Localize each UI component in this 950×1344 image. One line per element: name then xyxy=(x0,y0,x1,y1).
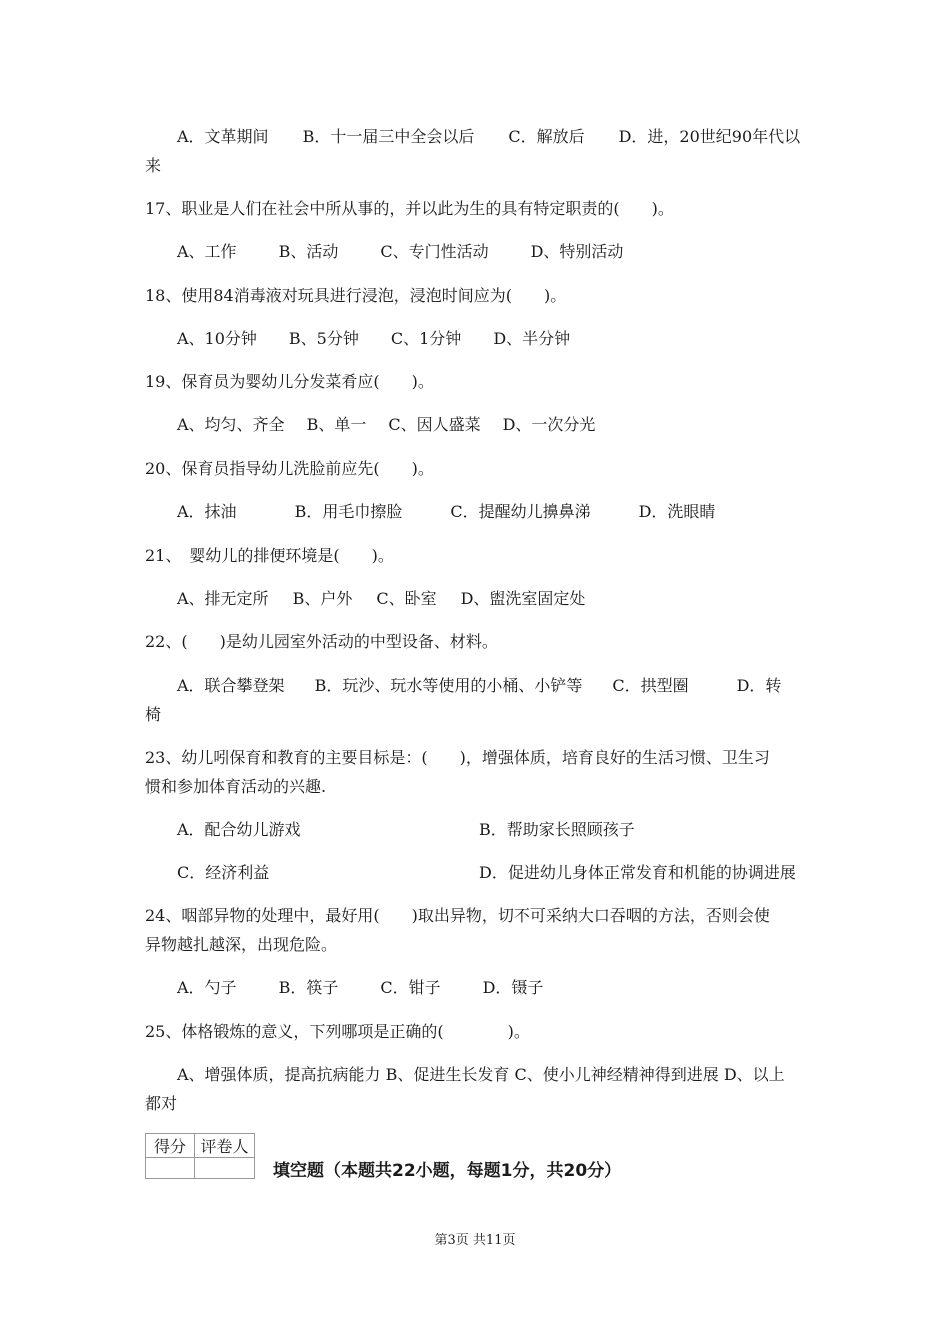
q22-options xyxy=(177,676,781,696)
option-c: C．提醒幼儿擤鼻涕 xyxy=(450,502,591,521)
q21-options xyxy=(177,589,585,609)
q16-options-continued: 来 xyxy=(145,156,162,175)
q22-options-continued: 椅 xyxy=(145,705,162,724)
option-b: B、5分钟 xyxy=(288,329,359,348)
q25-options-line1: A、增强体质，提高抗病能力 B、促进生长发育 C、使小儿神经精神得到进展 D、以上 xyxy=(177,1065,785,1084)
question-23-line2: 惯和参加体育活动的兴趣. xyxy=(145,777,327,796)
q16-options xyxy=(177,127,800,147)
option-a: A、10分钟 xyxy=(177,329,257,348)
q24-options xyxy=(177,978,543,998)
option-c: C．解放后 xyxy=(508,127,585,146)
option-b: B、单一 xyxy=(306,415,367,434)
option-c: C、1分钟 xyxy=(390,329,462,348)
option-b: B．筷子 xyxy=(278,978,339,997)
q23-option-a: A．配合幼儿游戏 xyxy=(177,820,301,839)
page-footer: 第3页 共11页 xyxy=(434,1233,516,1248)
q25-options-line2: 都对 xyxy=(145,1094,178,1113)
option-a: A、排无定所 xyxy=(177,589,269,608)
question-23-line1: 23、幼儿吲保育和教育的主要目标是：( )，增强体质，培育良好的生活习惯、卫生习 xyxy=(145,748,770,767)
option-a: A．联合攀登架 xyxy=(177,676,285,695)
score-cell[interactable] xyxy=(146,1158,195,1179)
option-d: D、特别活动 xyxy=(530,242,624,261)
option-d: D．镊子 xyxy=(482,978,544,997)
question-24-line2: 异物越扎越深，出现危险。 xyxy=(145,935,338,954)
grader-header: 评卷人 xyxy=(195,1134,255,1158)
question-17: 17、职业是人们在社会中所从事的，并以此为生的具有特定职责的( )。 xyxy=(145,199,674,218)
option-a: A．勺子 xyxy=(177,978,237,997)
q18-options xyxy=(177,329,570,349)
q19-options xyxy=(177,415,595,435)
option-d: D．转 xyxy=(736,676,782,695)
question-18: 18、使用84消毒液对玩具进行浸泡，浸泡时间应为( )。 xyxy=(145,286,567,305)
q20-options xyxy=(177,502,715,522)
option-b: B．用毛巾擦脸 xyxy=(294,502,403,521)
grader-cell[interactable] xyxy=(195,1158,255,1179)
q23-option-b: B．帮助家长照顾孩子 xyxy=(479,820,635,839)
option-c: C．钳子 xyxy=(380,978,441,997)
option-a: A、工作 xyxy=(177,242,237,261)
q17-options xyxy=(177,242,623,262)
score-table xyxy=(145,1133,255,1179)
option-c: C、专门性活动 xyxy=(380,242,489,261)
option-c: C、卧室 xyxy=(376,589,437,608)
option-b: B、活动 xyxy=(278,242,339,261)
option-d: D、半分钟 xyxy=(493,329,571,348)
section-title: 填空题（本题共22小题，每题1分，共20分） xyxy=(273,1161,622,1181)
option-b: B．十一届三中全会以后 xyxy=(302,127,475,146)
question-22: 22、( )是幼儿园室外活动的中型设备、材料。 xyxy=(145,632,498,651)
option-d: D、盥洗室固定处 xyxy=(460,589,586,608)
option-a: A．文革期间 xyxy=(177,127,269,146)
option-d: D．进，20世纪90年代以 xyxy=(618,127,801,146)
option-d: D、一次分光 xyxy=(502,415,596,434)
question-24-line1: 24、咽部异物的处理中，最好用( )取出异物，切不可采纳大口吞咽的方法，否则会使 xyxy=(145,906,770,925)
question-20: 20、保育员指导幼儿洗脸前应先( )。 xyxy=(145,459,434,478)
option-a: A．抹油 xyxy=(177,502,237,521)
q23-option-c: C．经济利益 xyxy=(177,863,270,882)
option-c: C、因人盛菜 xyxy=(388,415,481,434)
question-21: 21、 婴幼儿的排便环境是( )。 xyxy=(145,546,394,565)
question-25: 25、体格锻炼的意义，下列哪项是正确的( )。 xyxy=(145,1022,530,1041)
option-d: D．洗眼睛 xyxy=(638,502,716,521)
option-b: B、户外 xyxy=(292,589,353,608)
score-header: 得分 xyxy=(146,1134,195,1158)
question-19: 19、保育员为婴幼儿分发菜肴应( )。 xyxy=(145,372,434,391)
option-a: A、均匀、齐全 xyxy=(177,415,285,434)
q23-option-d: D．促进幼儿身体正常发育和机能的协调进展 xyxy=(479,863,796,882)
option-c: C．拱型圈 xyxy=(612,676,689,695)
option-b: B．玩沙、玩水等使用的小桶、小铲等 xyxy=(314,676,583,695)
